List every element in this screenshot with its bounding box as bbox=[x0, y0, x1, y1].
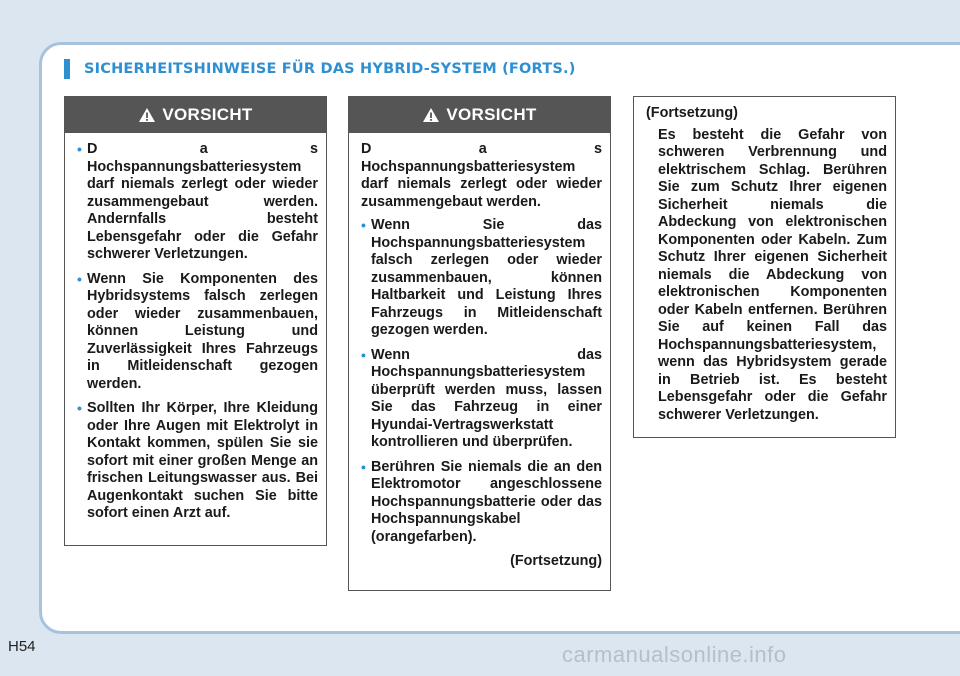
continuation-text: Es besteht die Gefahr von schweren Verbrennung und elektrischem Schlag. Berühren Sie zum Schutz Ihrer eigenen Sicherheit niemals die Abdeckung von elektronischen Komponenten oder Kabeln. Zum Schutz Ihrer eigenen Sicherheit niemals die Abdeckung von elektronischen Komponenten oder Kabeln entfernen. Berühren Sie auf keinen Fall das Hochspannungsbatteriesystem, wenn das Hybridsystem gerade in Betrieb ist. Es besteht Lebensgefahr oder die Gefahr schwerer Verletzungen. bbox=[658, 126, 887, 423]
warning-icon bbox=[138, 107, 156, 123]
watermark: carmanualsonline.info bbox=[562, 642, 787, 667]
bullet-dot: • bbox=[361, 458, 366, 475]
bullet-dot: • bbox=[361, 346, 366, 363]
list-item bbox=[77, 400, 318, 523]
continuation-box bbox=[633, 96, 896, 438]
list-item bbox=[361, 217, 602, 340]
bullet-dot: • bbox=[77, 141, 82, 157]
warning-icon bbox=[422, 107, 440, 123]
list-item-text: Wenn Sie das Hochspannungsbatteriesystem falsch zerlegen oder wieder zusammenbauen, können Haltbarkeit und Leistung Ihres Fahrzeugs in Mitleidenschaft gezogen werden. bbox=[371, 217, 602, 338]
list-item-text: Sollten Ihr Körper, Ihre Kleidung oder Ihre Augen mit Elektrolyt in Kontakt kommen, spülen Sie sie sofort mit einer großen Menge an frischen Leitungswasser aus. Bei Augenkontakt suchen Sie bitte sofort einen Arzt auf. bbox=[87, 400, 318, 521]
list-item bbox=[77, 271, 318, 394]
caution-header bbox=[65, 97, 326, 133]
caution-box-1 bbox=[64, 96, 327, 546]
caution-box-2 bbox=[348, 96, 611, 591]
list-item-text: Berühren Sie niemals die an den Elektromotor angeschlossene Hochspannungsbatterie oder das Hochspannungskabel (orangefarben). bbox=[371, 458, 602, 545]
list-item-text: Wenn Sie Komponenten des Hybridsystems falsch zerlegen oder wieder zusammenbauen, können Leistung und Zuverlässigkeit Ihres Fahrzeugs in Mitleidenschaft gezogen werden. bbox=[87, 270, 318, 392]
continuation-body bbox=[634, 97, 895, 432]
list-item bbox=[77, 141, 318, 264]
intro-paragraph: D a s Hochspannungsbatteriesystem darf niemals zerlegt oder wieder zusammengebaut werden. bbox=[361, 141, 602, 210]
list-item bbox=[361, 459, 602, 547]
caution-header-label: VORSICHT bbox=[162, 105, 253, 124]
continued-label: (Fortsetzung) bbox=[510, 553, 602, 569]
list-item bbox=[361, 347, 602, 452]
bullet-dot: • bbox=[77, 270, 82, 287]
list-item-text: D a s Hochspannungsbatteriesystem darf niemals zerlegt oder wieder zusammengebaut werden. Andernfalls besteht Lebensgefahr oder die Gefahr schwerer Verletzungen. bbox=[87, 141, 318, 262]
caution-body bbox=[349, 133, 610, 579]
section-title bbox=[64, 58, 576, 80]
caution-header-label: VORSICHT bbox=[446, 105, 537, 124]
list-item-text: Wenn das Hochspannungsbatteriesystem überprüft werden muss, lassen Sie das Fahrzeug in einer Hyundai-Vertragswerkstatt kontrollieren und überprüfen. bbox=[371, 346, 602, 450]
section-title-bar bbox=[64, 59, 70, 79]
page-number: H54 bbox=[8, 638, 36, 655]
bullet-dot: • bbox=[77, 400, 82, 416]
continuation-heading: (Fortsetzung) bbox=[646, 105, 738, 121]
caution-body bbox=[65, 133, 326, 538]
bullet-dot: • bbox=[361, 217, 366, 233]
section-title-text: SICHERHEITSHINWEISE FÜR DAS HYBRID-SYSTEM (FORTS.) bbox=[84, 61, 576, 77]
caution-header bbox=[349, 97, 610, 133]
